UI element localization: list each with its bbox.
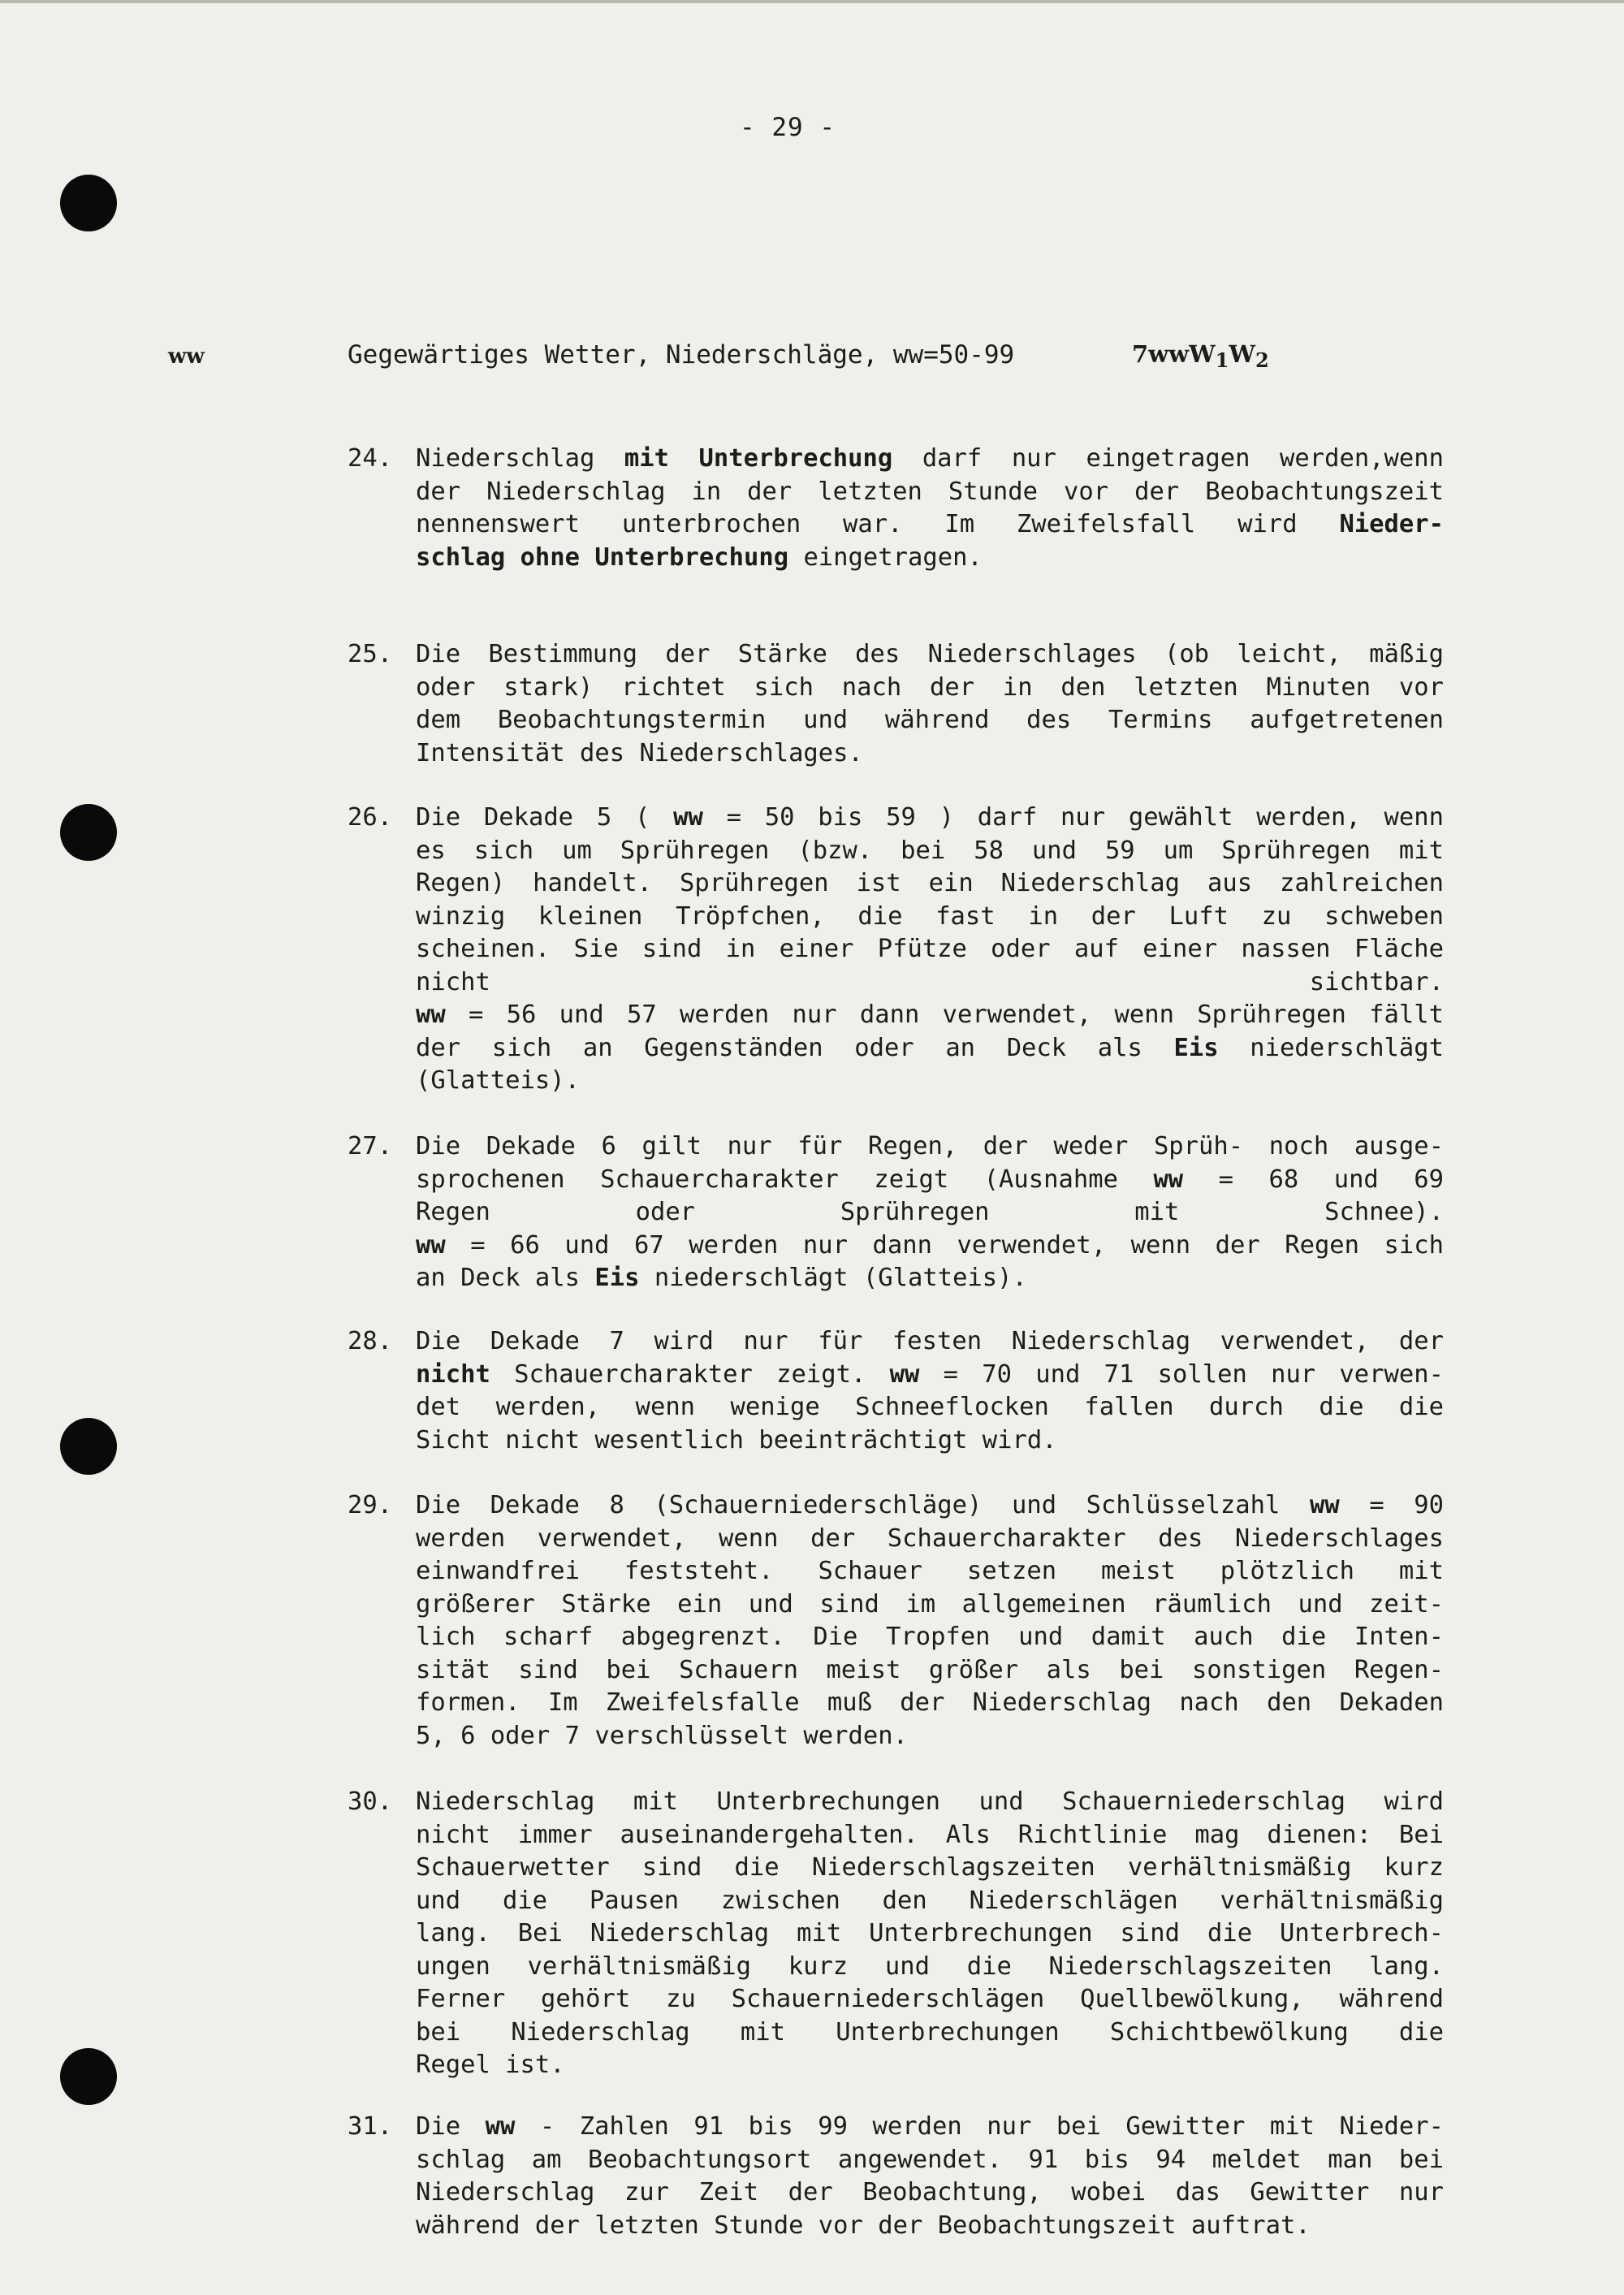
group-code-main: 7wwW: [1132, 340, 1216, 368]
section-code: ww: [168, 344, 205, 369]
paragraph-24: [348, 443, 1444, 574]
page-number: - 29 -: [740, 113, 836, 142]
text-line: nicht sichtbar.: [416, 967, 1444, 996]
text-line: ungen verhältnismäßig kurz und die Niederschlagszeiten lang.: [416, 1951, 1444, 1981]
text-line: Intensität des Niederschlages.: [416, 738, 863, 767]
text-line: Die Dekade 8 (Schauerniederschläge) und Schlüsselzahl ww = 90: [416, 1491, 1444, 1519]
paragraph-text: [416, 1489, 1444, 1753]
paragraph-30: [348, 1786, 1444, 2082]
paragraph-26: [348, 802, 1444, 1098]
text-line: lang. Bei Niederschlag mit Unterbrechungen sind die Unterbrech-: [416, 1919, 1444, 1947]
text-line: Die Dekade 5 ( ww = 50 bis 59 ) darf nur gewählt werden, wenn: [416, 803, 1444, 832]
text-line: winzig kleinen Tröpfchen, die fast in der Luft zu schweben: [416, 901, 1444, 931]
text-line: nicht Schauercharakter zeigt. ww = 70 und 71 sollen nur verwen-: [416, 1359, 1444, 1389]
text-line: formen. Im Zweifelsfalle muß der Niederschlag nach den Dekaden: [416, 1688, 1444, 1717]
paragraph-29: [348, 1489, 1444, 1753]
paragraph-28: [348, 1325, 1444, 1457]
bold-term: Nieder-: [1339, 510, 1444, 538]
text-line: ww = 56 und 57 werden nur dann verwendet, wenn Sprühregen fällt: [416, 1001, 1444, 1029]
text-line: an Deck als Eis niederschlägt (Glatteis).: [416, 1264, 1027, 1292]
paragraph-number: 29.: [348, 1491, 393, 1519]
text-line: nennenswert unterbrochen war. Im Zweifelsfall wird Nieder-: [416, 510, 1444, 538]
text-line: Die Bestimmung der Stärke des Niederschlages (ob leicht, mäßig: [416, 640, 1444, 668]
text-line: während der letzten Stunde vor der Beobachtungszeit auftrat.: [416, 2211, 1311, 2240]
text-line: Die Dekade 6 gilt nur für Regen, der weder Sprüh- noch ausge-: [416, 1132, 1444, 1160]
text-line: der Niederschlag in der letzten Stunde vor der Beobachtungszeit: [416, 477, 1444, 506]
text-line: Niederschlag zur Zeit der Beobachtung, wobei das Gewitter nur: [416, 2178, 1444, 2206]
section-title: Gegewärtiges Wetter, Niederschläge, ww=50-99: [348, 340, 1015, 370]
text-line: es sich um Sprühregen (bzw. bei 58 und 59 um Sprühregen mit: [416, 836, 1444, 865]
paragraph-text: [416, 802, 1444, 1098]
bold-term: ww: [1153, 1165, 1184, 1194]
bold-term: ww: [889, 1359, 920, 1389]
paragraph-text: [416, 2111, 1444, 2242]
text-line: schlag am Beobachtungsort angewendet. 91 bis 94 meldet man bei: [416, 2145, 1444, 2174]
text-line: Sicht nicht wesentlich beeinträchtigt wird.: [416, 1425, 1057, 1454]
text-line: sität sind bei Schauern meist größer als bei sonstigen Regen-: [416, 1655, 1444, 1684]
text-line: schlag ohne Unterbrechung eingetragen.: [416, 542, 983, 572]
text-line: Regel ist.: [416, 2051, 565, 2079]
bold-term: ww: [485, 2112, 516, 2141]
paragraph-number: 27.: [348, 1132, 393, 1160]
text-line: scheinen. Sie sind in einer Pfütze oder auf einer nassen Fläche: [416, 935, 1444, 963]
text-line: Niederschlag mit Unterbrechungen und Schauerniederschlag wird: [416, 1787, 1444, 1816]
punch-hole: [60, 175, 117, 231]
group-sub-2: 2: [1255, 348, 1269, 372]
text-line: Niederschlag mit Unterbrechung darf nur eingetragen werden,wenn: [416, 444, 1444, 473]
paragraph-text: [416, 1325, 1444, 1457]
group-code: [1132, 340, 1269, 372]
text-line: einwandfrei feststeht. Schauer setzen meist plötzlich mit: [416, 1557, 1444, 1585]
group-code-w: W: [1229, 340, 1255, 368]
paragraph-text: [416, 1786, 1444, 2082]
bold-term: ww: [673, 803, 703, 832]
text-line: det werden, wenn wenige Schneeflocken fallen durch die die: [416, 1393, 1444, 1421]
paragraph-25: [348, 638, 1444, 770]
text-line: sprochenen Schauercharakter zeigt (Ausnahme ww = 68 und 69: [416, 1165, 1444, 1194]
paragraph-27: [348, 1130, 1444, 1295]
paragraph-31: [348, 2111, 1444, 2242]
paragraph-text: [416, 1130, 1444, 1295]
group-sub-1: 1: [1215, 348, 1229, 372]
text-line: Schauerwetter sind die Niederschlagszeiten verhältnismäßig kurz: [416, 1853, 1444, 1882]
bold-term: Eis: [1173, 1033, 1219, 1062]
text-line: Regen) handelt. Sprühregen ist ein Niederschlag aus zahlreichen: [416, 869, 1444, 897]
text-line: werden verwendet, wenn der Schauercharakter des Niederschlages: [416, 1524, 1444, 1553]
punch-hole: [60, 804, 117, 861]
bold-term: schlag ohne Unterbrechung: [416, 542, 789, 572]
text-line: größerer Stärke ein und sind im allgemeinen räumlich und zeit-: [416, 1589, 1444, 1619]
paragraph-text: [416, 443, 1444, 574]
text-line: 5, 6 oder 7 verschlüsselt werden.: [416, 1721, 908, 1750]
punch-hole: [60, 1418, 117, 1475]
punch-hole: [60, 2048, 117, 2105]
text-line: oder stark) richtet sich nach der in den letzten Minuten vor: [416, 672, 1444, 702]
text-line: nicht immer auseinandergehalten. Als Richtlinie mag dienen: Bei: [416, 1820, 1444, 1849]
paragraph-number: 25.: [348, 640, 393, 668]
text-line: Die Dekade 7 wird nur für festen Niederschlag verwendet, der: [416, 1327, 1444, 1355]
bold-term: Eis: [594, 1264, 640, 1292]
bold-term: nicht: [416, 1359, 490, 1389]
text-line: Ferner gehört zu Schauerniederschlägen Quellbewölkung, während: [416, 1985, 1444, 2013]
text-line: und die Pausen zwischen den Niederschlägen verhältnismäßig: [416, 1886, 1444, 1915]
paragraph-number: 26.: [348, 803, 393, 832]
text-line: dem Beobachtungstermin und während des Termins aufgetretenen: [416, 706, 1444, 734]
text-line: (Glatteis).: [416, 1066, 580, 1095]
paragraph-number: 24.: [348, 444, 393, 473]
paragraph-number: 30.: [348, 1787, 393, 1816]
text-line: Regen oder Sprühregen mit Schnee).: [416, 1198, 1444, 1226]
text-line: ww = 66 und 67 werden nur dann verwendet, wenn der Regen sich: [416, 1230, 1444, 1260]
text-line: bei Niederschlag mit Unterbrechungen Schichtbewölkung die: [416, 2017, 1444, 2046]
text-line: der sich an Gegenständen oder an Deck als Eis niederschlägt: [416, 1033, 1445, 1062]
text-line: Die ww - Zahlen 91 bis 99 werden nur bei Gewitter mit Nieder-: [416, 2112, 1444, 2141]
bold-term: ww: [1309, 1491, 1340, 1519]
paragraph-number: 31.: [348, 2112, 393, 2141]
paragraph-number: 28.: [348, 1327, 393, 1355]
text-line: lich scharf abgegrenzt. Die Tropfen und damit auch die Inten-: [416, 1623, 1444, 1651]
bold-term: mit Unterbrechung: [624, 444, 893, 473]
paragraph-text: [416, 638, 1444, 770]
bold-term: ww: [416, 1230, 446, 1260]
bold-term: ww: [416, 1001, 446, 1029]
